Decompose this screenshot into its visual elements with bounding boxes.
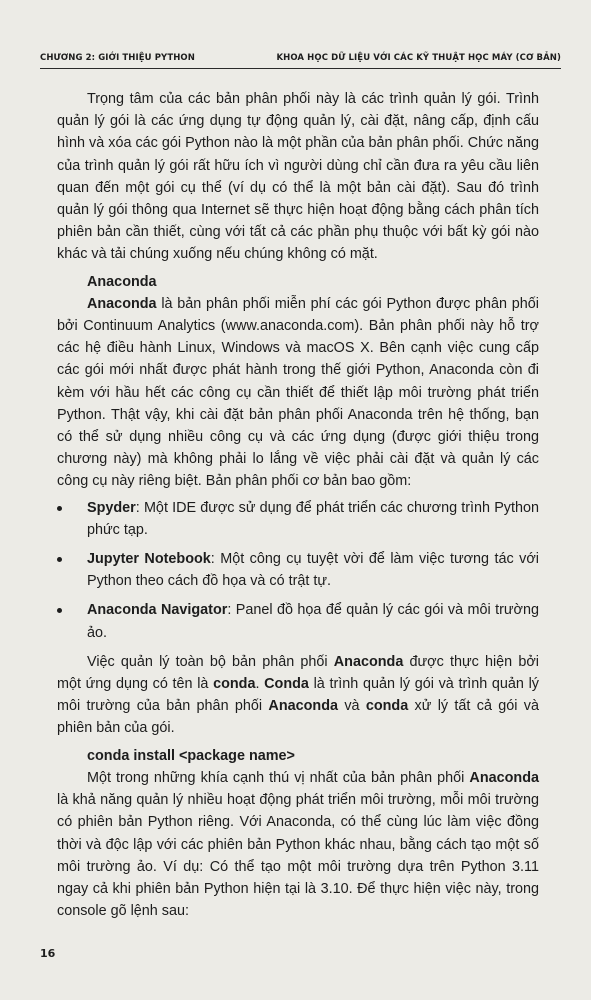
paragraph-text: . [255,676,265,693]
list-item-term: Anaconda Navigator [87,602,228,619]
paragraph-text: Việc quản lý toàn bộ bản phân phối [87,653,334,670]
list-item-text: : Một công cụ tuyệt vời để làm việc tương tác với Python theo cách đồ họa và có trật tự. [87,551,539,590]
chapter-title: CHƯƠNG 2: GIỚI THIỆU PYTHON [40,53,195,63]
paragraph-environments [57,767,539,922]
paragraph-package-managers: Trọng tâm của các bản phân phối này là các trình quản lý gói. Trình quản lý gói là các ứng dụng tự động quản lý, cài đặt, nâng cấp, định cấu hình và xóa các gói Python nào là một phần của bản phân phối. Chức năng của trình quản lý gói rất hữu ích vì người dùng chỉ cần đưa ra yêu cầu liên quan đến một gói cụ thể (ví dụ có thể là một bản cài đặt). Sau đó trình quản lý gói thông qua Internet sẽ thực hiện hoạt động bằng cách phân tích phiên bản cần thiết, cùng với tất cả các phần phụ thuộc với bất kỳ gói nào khác và tải chúng xuống nếu chúng không có mặt. [57,91,539,263]
bold-term: Anaconda [333,653,404,670]
paragraph-text: là khả năng quản lý nhiều hoạt động phát triển môi trường, mỗi môi trường có phiên bản Python riêng. Với Anaconda, có thể cùng lúc làm việc đồng thời và độc lập với các phiên bản Python khác nhau, bằng cách tạo một số môi trường ảo. Ví dụ: Có thể tạo một môi trường dựa trên Python 3.11 ngay cả khi phiên bản Python hiện tại là 3.10. Để thực hiện việc này, trong console gõ lệnh sau: [57,792,539,920]
bold-term: Anaconda [87,295,157,312]
list-item [57,548,539,592]
running-header [40,48,561,69]
paragraph-text: là trình quản lý gói và trình quản lý môi trường của bản phân phối [57,676,539,715]
list-item-text: : Panel đồ họa để quản lý các gói và môi trường ảo. [87,602,539,641]
bold-term: conda [213,676,256,693]
page-number: 16 [40,947,56,960]
section-heading-anaconda: Anaconda [87,273,157,290]
page-content [57,88,539,922]
paragraph-text: Một trong những khía cạnh thú vị nhất của bản phân phối [87,769,470,786]
command-heading: conda install <package name> [87,747,295,764]
bullet-icon [57,608,62,613]
list-item-term: Spyder [87,499,136,516]
paragraph-text: là bản phân phối miễn phí các gói Python được phân phối bởi Continuum Analytics (www.anaconda.com). Bản phân phối này hỗ trợ các hệ điều hành Linux, Windows và macOS X. Bên cạnh việc cung cấp các gói mới nhất được phát hành trong thế giới Python, Anaconda còn đi kèm với hầu hết các công cụ cần thiết để thiết lập môi trường phát triển Python. Thật vậy, khi cài đặt bản phân phối Anaconda trên hệ thống, bạn có thể sử dụng nhiều công cụ và các ứng dụng (được giới thiệu trong chương này) mà không phải lo lắng về việc phải cài đặt và quản lý các công cụ này riêng biệt. Bản phân phối cơ bản bao gồm: [57,295,539,490]
bullet-icon [57,506,62,511]
list-item [57,599,539,643]
paragraph-anaconda-intro [57,293,539,493]
paragraph-text: và [338,698,366,715]
paragraph-text: được thực hiện bởi một ứng dụng có tên là [57,653,539,693]
tools-list [57,497,539,644]
list-item-text: : Một IDE được sử dụng để phát triển các chương trình Python phức tạp. [87,499,539,538]
bullet-icon [57,557,62,562]
book-title: KHOA HỌC DỮ LIỆU VỚI CÁC KỸ THUẬT HỌC MÁY (CƠ BẢN) [276,53,561,63]
bold-term: Anaconda [469,769,539,786]
bold-term: Conda [264,676,309,693]
bold-term: Anaconda [268,698,338,715]
paragraph-conda [57,651,539,740]
list-item-term: Jupyter Notebook [87,551,211,568]
paragraph-text: xử lý tất cả gói và phiên bản của gói. [57,698,539,737]
list-item [57,497,539,541]
bold-term: conda [365,698,409,715]
